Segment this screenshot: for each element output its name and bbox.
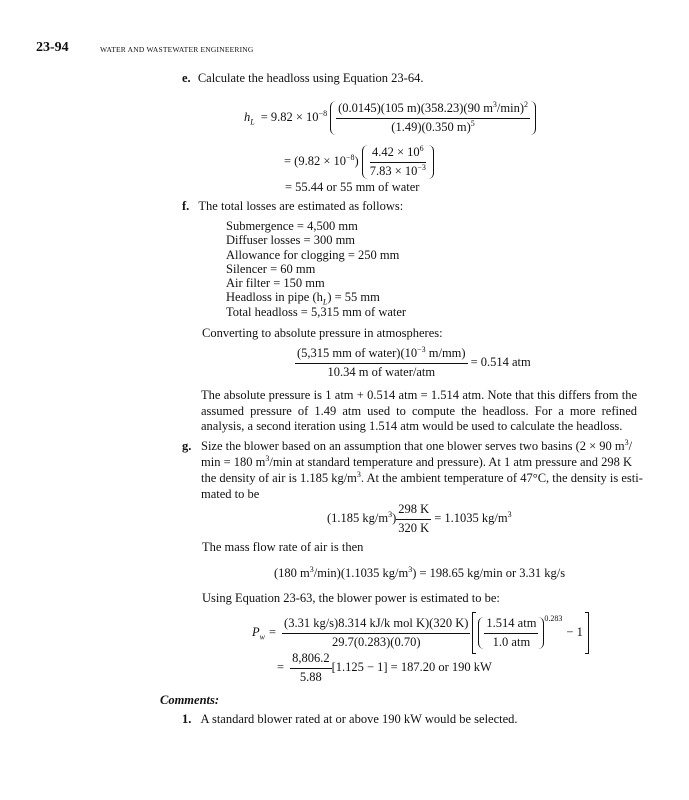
step-e-text: Calculate the headloss using Equation 23-64. [197,71,424,85]
eq2-numerator: $4.42 \times 10^6$ [370,145,426,163]
pw-left-bracket [472,612,476,654]
comment-item-label: 1. [182,712,192,726]
density-result: = 1.1035 $kg/m^3$ [434,510,512,526]
eq2-right-paren [428,145,434,179]
step-f-label: f. [182,199,190,213]
loss-diffuser: Diffuser losses = 300 mm [226,233,356,248]
density-denominator: 320 K [398,520,430,535]
pw-equals: = [268,625,277,640]
eq2-prefix: = $(9.82 \times 10^{-8})$ [284,153,359,169]
density-numerator: 298 K [396,502,431,520]
loss-silencer: Silencer = 60 mm [226,261,316,276]
eq1-denominator: (1.49)(0.350 m)$^5$ [391,118,475,134]
pw-numerator: (3.31 kg/s)8.314 kJ/k mol K)(320 K) [282,616,470,634]
pw-ratio-fraction [484,616,538,650]
eq2-fraction [368,145,428,179]
pressure-paragraph: The absolute pressure is 1 atm + 0.514 atm = 1.514 atm. Note that this differs from the assumed pressure of 1.49 atm used to compute the headloss. For a more refined analysis, a second iteration using 1.514 atm would be used to calculate the headloss. [201,388,637,433]
conv-fraction [295,346,468,380]
step-g-label: g. [182,439,192,453]
loss-clogging: Allowance for clogging = 250 mm [226,247,400,262]
pw2-fraction [290,651,332,685]
step-g-line-3: the density of air is 1.185 $kg/m^3$. At the ambient temperature of 47°C, the density is esti- [201,469,643,485]
loss-pipe: Headloss in pipe $(h_L) = 55$ mm [226,290,380,307]
step-g-line-2: min = 180 $m^3/\min$ at standard temperature and pressure). At 1 atm pressure and 298 K [201,453,633,469]
comment-item-text: A standard blower rated at or above 190 kW would be selected. [200,712,518,726]
eq1-coef: = $9.82 \times 10^{-8}$ [260,109,328,125]
step-g-line-1: Size the blower based on an assumption that one blower serves two basins (2 × 90 $m^3/$ [201,437,633,453]
conv-result: = 0.514 atm [470,355,531,370]
pw-right-bracket [585,612,589,654]
pw2-denominator: 5.88 [299,669,322,684]
eq1-numerator: (0.0145)(105 m)(358.23)(90 $m^3/\min)^2$ [336,101,530,119]
page-number: 23-94 [36,40,69,55]
headloss-result: = 55.44 or 55 mm of water [285,180,420,194]
pw-minus-one: − 1 [566,625,583,640]
density-fraction [396,502,431,536]
eq1-lhs: $h_L$ [244,110,255,127]
pw-lhs: $P_w$ [252,625,265,642]
eq1-fraction [336,101,530,135]
pressure-conversion-equation [295,346,531,380]
pw2-numerator: 8,806.2 [290,651,332,669]
mass-flow-text: The mass flow rate of air is then [202,540,364,554]
step-e-label: e. [182,71,191,85]
pw-ratio-denominator: 1.0 atm [492,634,531,649]
losses-list [226,219,406,319]
pw-exponent: 0.283 [544,614,563,624]
conv-denominator: 10.34 m of water/atm [327,364,436,379]
blower-power-result [277,651,492,685]
step-e-line [182,71,423,87]
pw-fraction [282,616,470,650]
conv-numerator: (5,315 mm of $water)(10^{-3}$ m/mm) [295,346,468,364]
eq1-right-paren [530,101,536,135]
loss-submergence: Submergence = 4,500 mm [226,219,358,233]
pw2-equals: = [277,660,285,675]
blower-power-equation [252,612,589,654]
power-text: Using Equation 23-63, the blower power is estimated to be: [202,591,500,605]
comments-heading: Comments: [160,693,220,707]
pw-ratio-numerator: 1.514 atm [484,616,538,634]
pw-denominator: 29.7(0.283)(0.70) [331,634,421,649]
convert-text: Converting to absolute pressure in atmospheres: [202,326,443,340]
mass-flow-equation: (180 $m^3/\min)(1.1035$ $kg/m^3) = 198.65$ kg/min or 3.31 kg/s [274,564,566,580]
headloss-equation-1 [244,101,536,135]
headloss-equation-2 [284,145,434,179]
comment-item-1 [182,712,518,728]
step-f-line [182,199,403,215]
loss-total: Total headloss = 5,315 mm of water [226,304,407,319]
running-title: WATER AND WASTEWATER ENGINEERING [100,45,254,54]
pw2-tail: [1.125 − 1] = 187.20 or 190 kW [331,660,492,675]
step-f-text: The total losses are estimated as follows: [198,199,404,213]
density-prefix: (1.185 $kg/m^3$) [327,510,397,526]
eq2-denominator: $7.83 \times 10^{-3}$ [369,162,426,178]
density-equation [327,502,512,536]
loss-air-filter: Air filter = 150 mm [226,276,325,291]
step-g-line-4: mated to be [201,487,260,501]
